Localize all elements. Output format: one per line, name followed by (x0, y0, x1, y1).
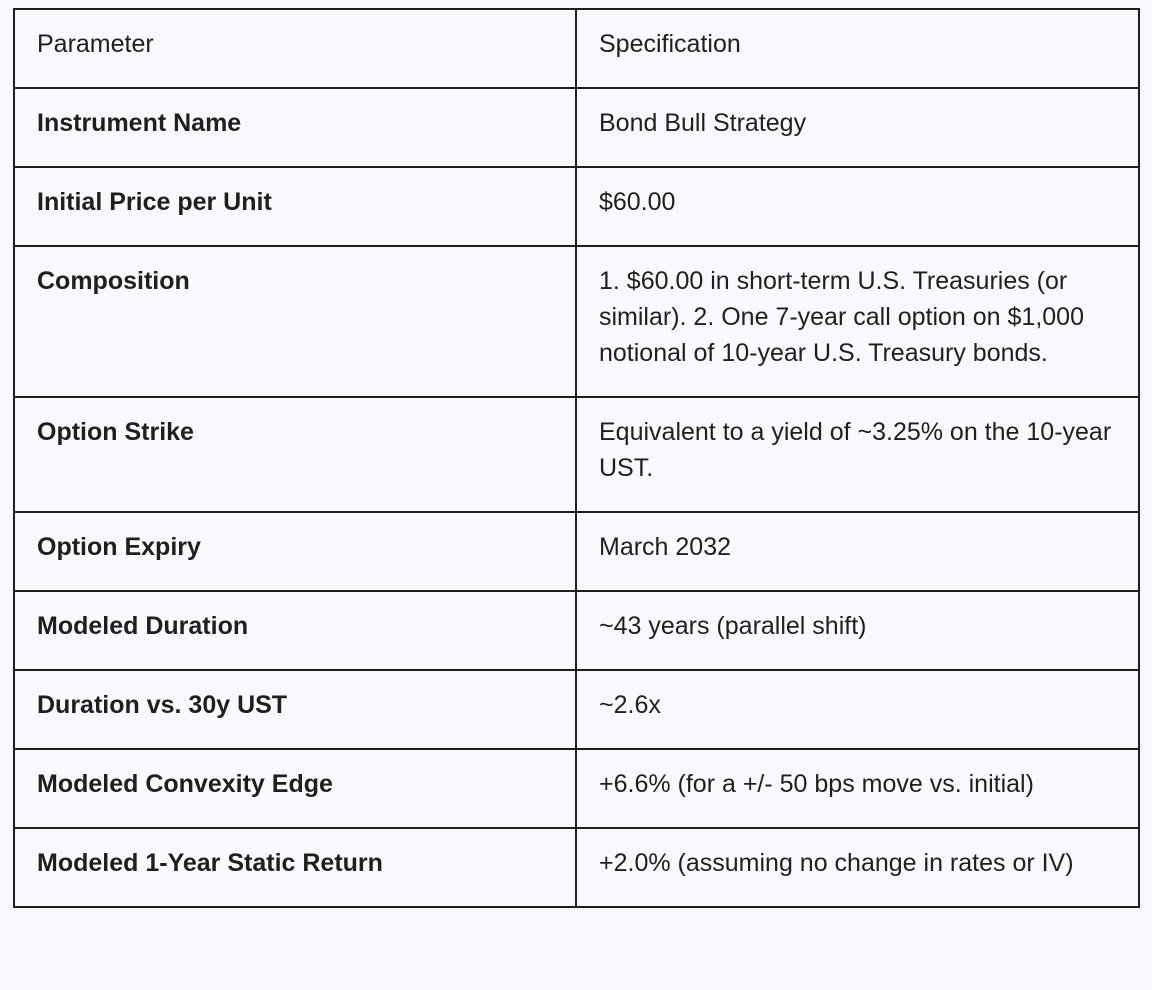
table-row (14, 397, 1139, 512)
parameter-cell: Option Expiry (14, 512, 576, 591)
spec-table (13, 8, 1140, 908)
column-header-parameter: Parameter (14, 9, 576, 88)
table-row (14, 670, 1139, 749)
table-row (14, 246, 1139, 397)
column-header-specification: Specification (576, 9, 1139, 88)
specification-cell: $60.00 (576, 167, 1139, 246)
specification-cell: +2.0% (assuming no change in rates or IV) (576, 828, 1139, 907)
parameter-cell: Initial Price per Unit (14, 167, 576, 246)
specification-cell: ~43 years (parallel shift) (576, 591, 1139, 670)
table-row (14, 591, 1139, 670)
parameter-cell: Instrument Name (14, 88, 576, 167)
table-row (14, 512, 1139, 591)
parameter-cell: Composition (14, 246, 576, 397)
specification-cell: March 2032 (576, 512, 1139, 591)
parameter-cell: Duration vs. 30y UST (14, 670, 576, 749)
specification-cell: 1. $60.00 in short-term U.S. Treasuries (or similar). 2. One 7-year call option on $1,000 notional of 10-year U.S. Treasury bonds. (576, 246, 1139, 397)
table-row (14, 749, 1139, 828)
table-row (14, 828, 1139, 907)
parameter-cell: Modeled Duration (14, 591, 576, 670)
specification-cell: +6.6% (for a +/- 50 bps move vs. initial) (576, 749, 1139, 828)
table-row (14, 88, 1139, 167)
specification-cell: ~2.6x (576, 670, 1139, 749)
table-header-row (14, 9, 1139, 88)
specification-cell: Equivalent to a yield of ~3.25% on the 10-year UST. (576, 397, 1139, 512)
table-row (14, 167, 1139, 246)
parameter-cell: Modeled Convexity Edge (14, 749, 576, 828)
specification-cell: Bond Bull Strategy (576, 88, 1139, 167)
parameter-cell: Option Strike (14, 397, 576, 512)
parameter-cell: Modeled 1-Year Static Return (14, 828, 576, 907)
